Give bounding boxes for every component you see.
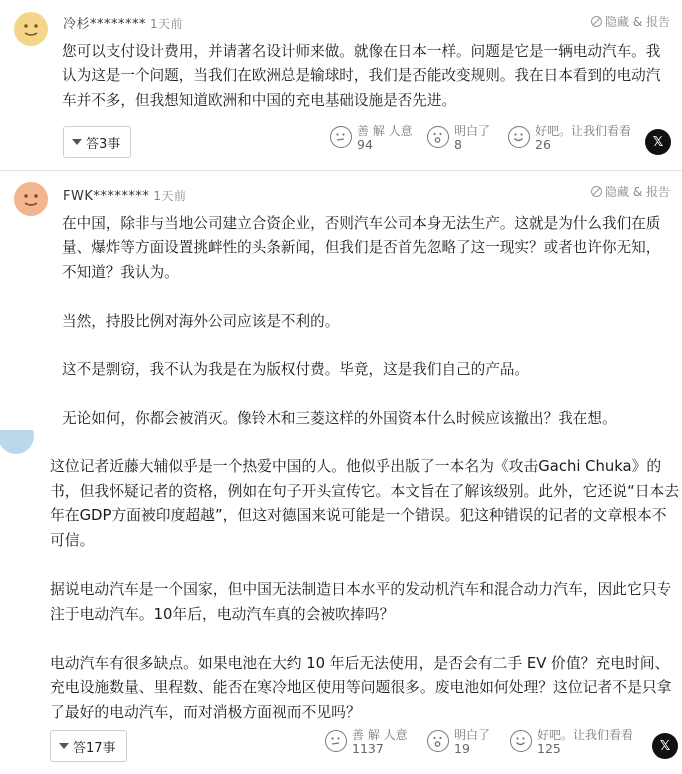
thinking-face-icon <box>325 730 347 752</box>
comment-paragraph: 这位记者近藤大辅似乎是一个热爱中国的人。他似乎出版了一本名为《攻击Gachi Chuka》的书，但我怀疑记者的资格，例如在句子开头宣传它。本文旨在了解该级别。此外，它还说“日本去年在GDP方面被印度超越”，但这对德国来说可能是一个错误。犯这种错误的记者的文章根本不可信。 <box>50 458 680 549</box>
block-icon <box>591 16 602 27</box>
caret-down-icon <box>72 139 82 145</box>
caret-down-icon <box>59 743 69 749</box>
reaction-label: 明白了 <box>454 728 491 742</box>
avatar <box>14 12 48 46</box>
replies-toggle-button[interactable] <box>50 730 127 762</box>
username[interactable] <box>63 13 183 32</box>
comment-paragraph: 在中国，除非与当地公司建立合资企业，否则汽车公司本身无法生产。这就是为什么我们在质量、爆炸等方面设置挑衅性的头条新闻，但我们是否首先忽略了这一现实？或者也许你无知，不知道？我认为。 <box>62 215 661 281</box>
reaction-count: 8 <box>454 137 462 152</box>
reaction-count: 1137 <box>352 741 384 756</box>
reaction-count: 94 <box>357 137 373 152</box>
comment-body <box>62 212 670 432</box>
reaction-understanding[interactable] <box>330 124 413 152</box>
replies-toggle-button[interactable] <box>63 126 131 158</box>
reaction-understanding[interactable] <box>325 728 408 756</box>
reaction-label: 善 解 人意 <box>357 124 413 138</box>
reaction-label: 好吧。让我们看看 <box>537 728 634 742</box>
comment-body <box>50 455 680 726</box>
smiling-face-icon <box>508 126 530 148</box>
reaction-count: 26 <box>535 137 551 152</box>
comment-1 <box>0 0 682 164</box>
reaction-label: 善 解 人意 <box>352 728 408 742</box>
reaction-label: 好吧。让我们看看 <box>535 124 632 138</box>
hide-report-label: 隐藏 & 报告 <box>605 15 670 29</box>
surprised-face-icon <box>427 126 449 148</box>
avatar <box>14 182 48 216</box>
username-text[interactable]: FWK******** <box>63 189 150 204</box>
comment-body <box>62 40 662 113</box>
divider <box>0 170 682 171</box>
x-logo-icon[interactable]: 𝕏 <box>652 733 678 759</box>
username[interactable] <box>63 187 187 204</box>
reaction-count: 19 <box>454 741 470 756</box>
replies-label: 答17事 <box>73 740 116 756</box>
comment-paragraph: 这不是剽窃，我不认为我是在为版权付费。毕竟，这是我们自己的产品。 <box>62 361 530 379</box>
replies-label: 答3事 <box>86 136 121 152</box>
timestamp: 1天前 <box>153 189 187 203</box>
reaction-lets-see[interactable] <box>510 728 633 756</box>
hide-report-label: 隐藏 & 报告 <box>605 185 670 199</box>
reaction-label: 明白了 <box>454 124 491 138</box>
block-icon <box>591 186 602 197</box>
surprised-face-icon <box>427 730 449 752</box>
username-text[interactable]: 冷杉******** <box>63 17 147 32</box>
reaction-count: 125 <box>537 741 561 756</box>
smiling-face-icon <box>510 730 532 752</box>
reaction-got-it[interactable] <box>427 728 490 756</box>
comment-paragraph: 据说电动汽车是一个国家，但中国无法制造日本水平的发动机汽车和混合动力汽车，因此它只专注于电动汽车。10年后，电动汽车真的会被吹捧吗？ <box>50 580 672 623</box>
comment-paragraph: 无论如何，你都会被消灭。像铃木和三菱这样的外国资本什么时候应该撤出？我在想。 <box>62 410 617 428</box>
comment-2 <box>0 172 682 430</box>
hide-report-link[interactable] <box>591 183 670 200</box>
comment-paragraph: 电动汽车有很多缺点。如果电池在大约 10 年后无法使用，是否会有二手 EV 价值？充电时间、充电设施数量、里程数、能否在寒冷地区使用等问题很多。废电池如何处理？这位记者不是只拿了最好的电动汽车，而对消极方面视而不见吗？ <box>50 654 672 721</box>
reaction-lets-see[interactable] <box>508 124 631 152</box>
hide-report-link[interactable] <box>591 13 670 30</box>
x-logo-icon[interactable]: 𝕏 <box>645 129 671 155</box>
comment-paragraph: 当然，持股比例对海外公司应该是不利的。 <box>62 312 340 330</box>
comment-3 <box>0 430 682 774</box>
comment-paragraph: 您可以支付设计费用，并请著名设计师来做。就像在日本一样。问题是它是一辆电动汽车。我认为这是一个问题，当我们在欧洲总是输球时，我们是否能改变规则。我在日本看到的电动汽车并不多，但我想知道欧洲和中国的充电基础设施是否先进。 <box>62 43 661 109</box>
thinking-face-icon <box>330 126 352 148</box>
timestamp: 1天前 <box>150 17 184 31</box>
reaction-got-it[interactable] <box>427 124 490 152</box>
